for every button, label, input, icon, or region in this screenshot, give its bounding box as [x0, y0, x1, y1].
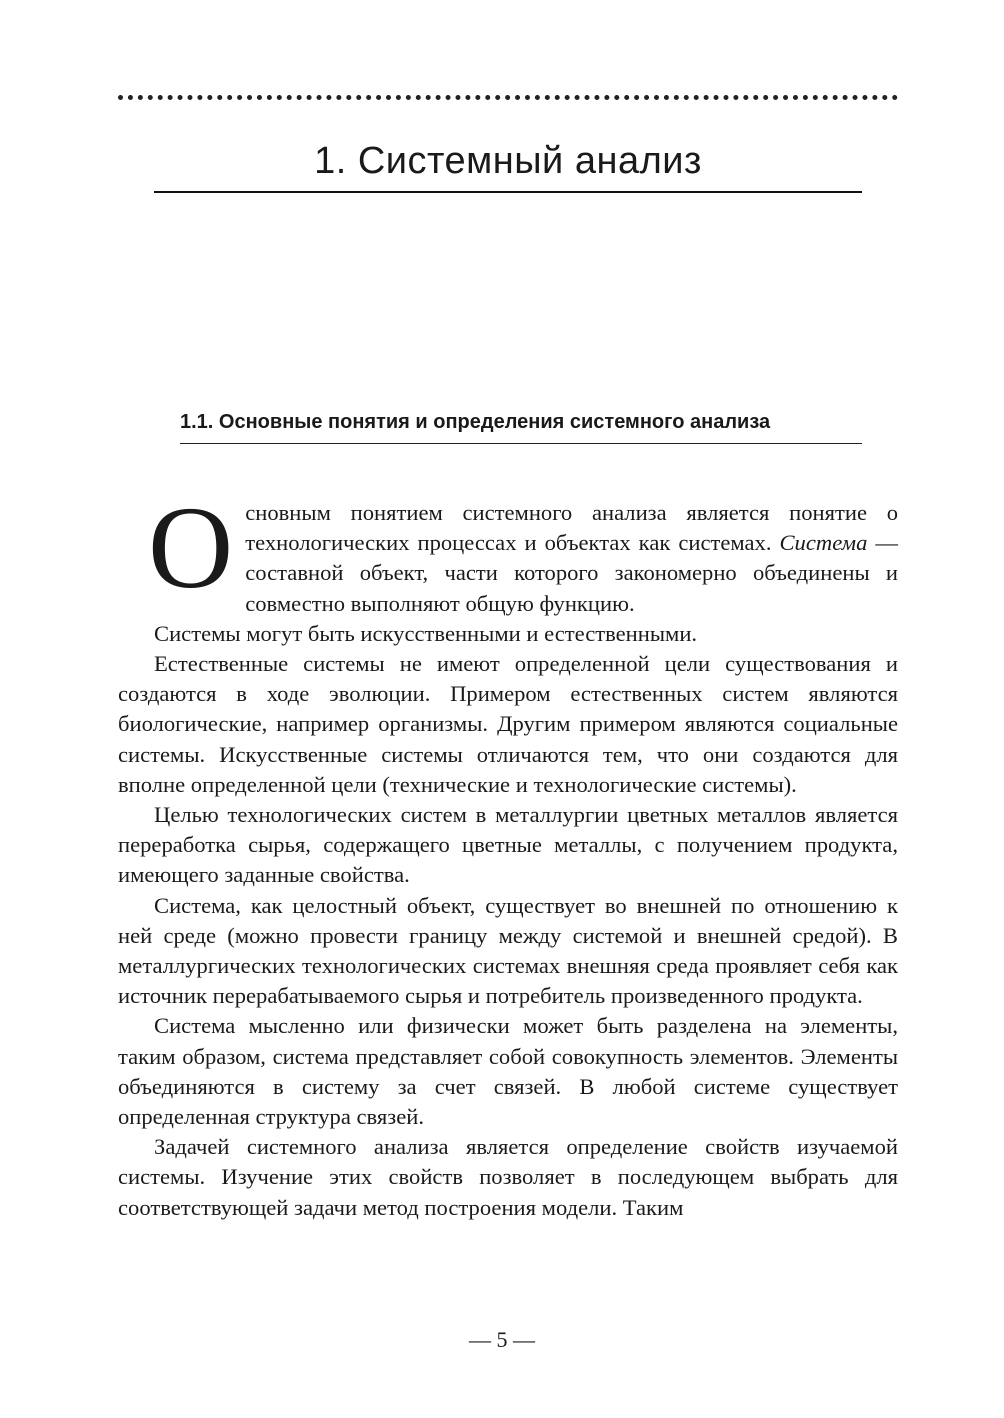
section-title: 1.1. Основные понятия и определения системного анализа: [180, 411, 771, 433]
system-term: Система: [779, 530, 868, 556]
paragraph: Система мысленно или физически может быть разделена на элементы, таким образом, система представляет собой совокупность элементов. Элементы объединяются в систему за счет связей. В любой системе существует определенная структура связей.: [118, 1013, 898, 1130]
body-text: [118, 482, 898, 1223]
section-title-underline: [180, 443, 862, 444]
top-dotted-rule: [118, 95, 898, 100]
lead-text-end: — составной объект, части которого закономерно объединены и совместно выполняют общую функцию.: [245, 530, 898, 616]
lead-paragraph: [118, 482, 898, 619]
page-number: — 5 —: [469, 1327, 535, 1352]
paragraph: Задачей системного анализа является определение свойств изучаемой системы. Изучение этих свойств позволяет в последующем выбрать для соответствующей задачи метод построения модели. Таким: [118, 1134, 898, 1220]
drop-cap: О: [148, 482, 234, 613]
paragraph: Целью технологических систем в металлургии цветных металлов является переработка сырья, содержащего цветные металлы, с получением продукта, имеющего заданные свойства.: [118, 802, 898, 888]
chapter-title-underline: [154, 191, 862, 193]
paragraph: Системы могут быть искусственными и естественными.: [154, 620, 698, 646]
lead-text-start: сновным понятием системного анализа является понятие о технологических процессах и объектах как системах.: [245, 500, 898, 556]
paragraph: Естественные системы не имеют определенной цели существования и создаются в ходе эволюции. Примером естественных систем являются биологические, например организмы. Другим примером являются социальные системы. Искусственные системы отличаются тем, что они создаются для вполне определенной цели (технические и технологические системы).: [118, 651, 898, 797]
chapter-title: 1. Системный анализ: [314, 140, 702, 182]
paragraph: Система, как целостный объект, существует во внешней по отношению к ней среде (можно провести границу между системой и внешней средой). В металлургических технологических системах внешняя среда проявляет себя как источник перерабатываемого сырья и потребитель произведенного продукта.: [118, 892, 898, 1009]
